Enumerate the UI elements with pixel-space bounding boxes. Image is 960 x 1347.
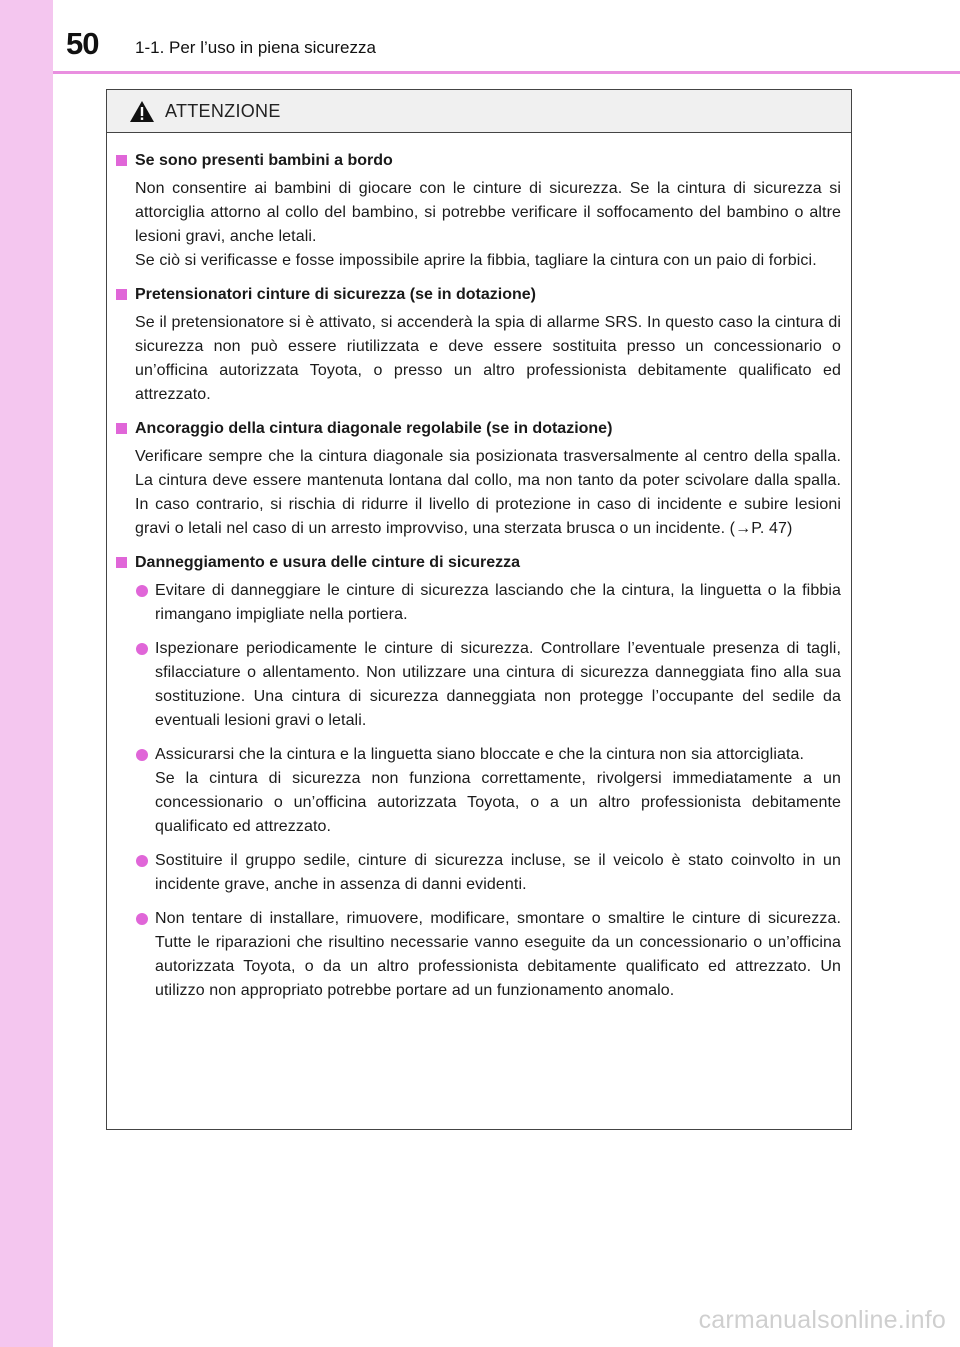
paragraph: Non consentire ai bambini di giocare con le cinture di sicurezza. Se la cintura di sicurezza si attorciglia attorno al collo del bambino, si potrebbe verificare il soffocamento del bambino o altre lesioni gravi, anche letali.	[135, 180, 841, 245]
side-strip	[0, 0, 53, 1347]
list-item: Ispezionare periodicamente le cinture di sicurezza. Controllare l’eventuale presenza di tagli, sfilacciature o allentamento. Non utilizzare una cintura di sicurezza danneggiata fino alla sua sostituzione. Una cintura di sicurezza danneggiata non protegge l’occupante del sedile da eventuali lesioni gravi o letali.	[115, 637, 841, 733]
section-title-damage: Danneggiamento e usura delle cinture di sicurezza	[115, 551, 841, 575]
paragraph: Verificare sempre che la cintura diagonale sia posizionata trasversalmente al centro della spalla. La cintura deve essere mantenuta lontana dal collo, ma non tanto da poter scivolare dalla spalla. In caso contrario, si rischia di ridurre il livello di protezione in caso di incidente e subire lesioni gravi o letali nel caso di un arresto improvviso, una sterzata brusca o un incidente. (→P. 47)	[135, 448, 841, 537]
section-shoulder-anchor	[115, 417, 841, 541]
round-bullet-icon	[136, 643, 148, 655]
section-title-children: Se sono presenti bambini a bordo	[115, 149, 841, 173]
paragraph: Se il pretensionatore si è attivato, si accenderà la spia di allarme SRS. In questo caso la cintura di sicurezza non può essere riutilizzata e deve essere sostituita presso un concessionario o un’officina autorizzata Toyota, o presso un altro professionista debitamente qualificato ed attrezzato.	[135, 314, 841, 403]
page-header	[0, 0, 960, 78]
round-bullet-icon	[136, 913, 148, 925]
section-pretensioners	[115, 283, 841, 407]
section-damage-wear	[115, 551, 841, 1003]
round-bullet-icon	[136, 749, 148, 761]
list-item: Assicurarsi che la cintura e la linguetta siano bloccate e che la cintura non sia attorcigliata. Se la cintura di sicurezza non funziona correttamente, rivolgersi immediatamente a un concessionario o un’officina autorizzata Toyota, o a un altro professionista debitamente qualificato ed attrezzato.	[115, 743, 841, 839]
warning-body	[107, 133, 851, 1003]
page-number: 50	[66, 26, 99, 61]
warning-header	[107, 90, 851, 133]
list-item: Non tentare di installare, rimuovere, modificare, smontare o smaltire le cinture di sicurezza. Tutte le riparazioni che risultino necessarie vanno eseguite da un concessionario o un’officina autorizzata Toyota, o da un altro professionista debitamente qualificato ed attrezzato. Un utilizzo non appropriato potrebbe portare ad un funzionamento anomalo.	[115, 907, 841, 1003]
round-bullet-icon	[136, 585, 148, 597]
section-title-anchor: Ancoraggio della cintura diagonale regolabile (se in dotazione)	[115, 417, 841, 441]
watermark: carmanualsonline.info	[698, 1306, 946, 1334]
section-children-on-board	[115, 149, 841, 273]
square-bullet-icon	[116, 557, 127, 568]
list-item: Evitare di danneggiare le cinture di sicurezza lasciando che la cintura, la linguetta o la fibbia rimangano impigliate nella portiera.	[115, 579, 841, 627]
list-item: Sostituire il gruppo sedile, cinture di sicurezza incluse, se il veicolo è stato coinvolto in un incidente grave, anche in assenza di danni evidenti.	[115, 849, 841, 897]
section-title-pretensioners: Pretensionatori cinture di sicurezza (se in dotazione)	[115, 283, 841, 307]
round-bullet-icon	[136, 855, 148, 867]
warning-title: ATTENZIONE	[165, 101, 281, 121]
warning-box	[106, 89, 852, 1130]
section-title: 1-1. Per l’uso in piena sicurezza	[135, 38, 376, 57]
square-bullet-icon	[116, 155, 127, 166]
square-bullet-icon	[116, 289, 127, 300]
header-rule	[53, 71, 960, 74]
paragraph: Se ciò si verificasse e fosse impossibile aprire la fibbia, tagliare la cintura con un paio di forbici.	[135, 252, 817, 269]
warning-triangle-icon	[129, 100, 155, 123]
square-bullet-icon	[116, 423, 127, 434]
